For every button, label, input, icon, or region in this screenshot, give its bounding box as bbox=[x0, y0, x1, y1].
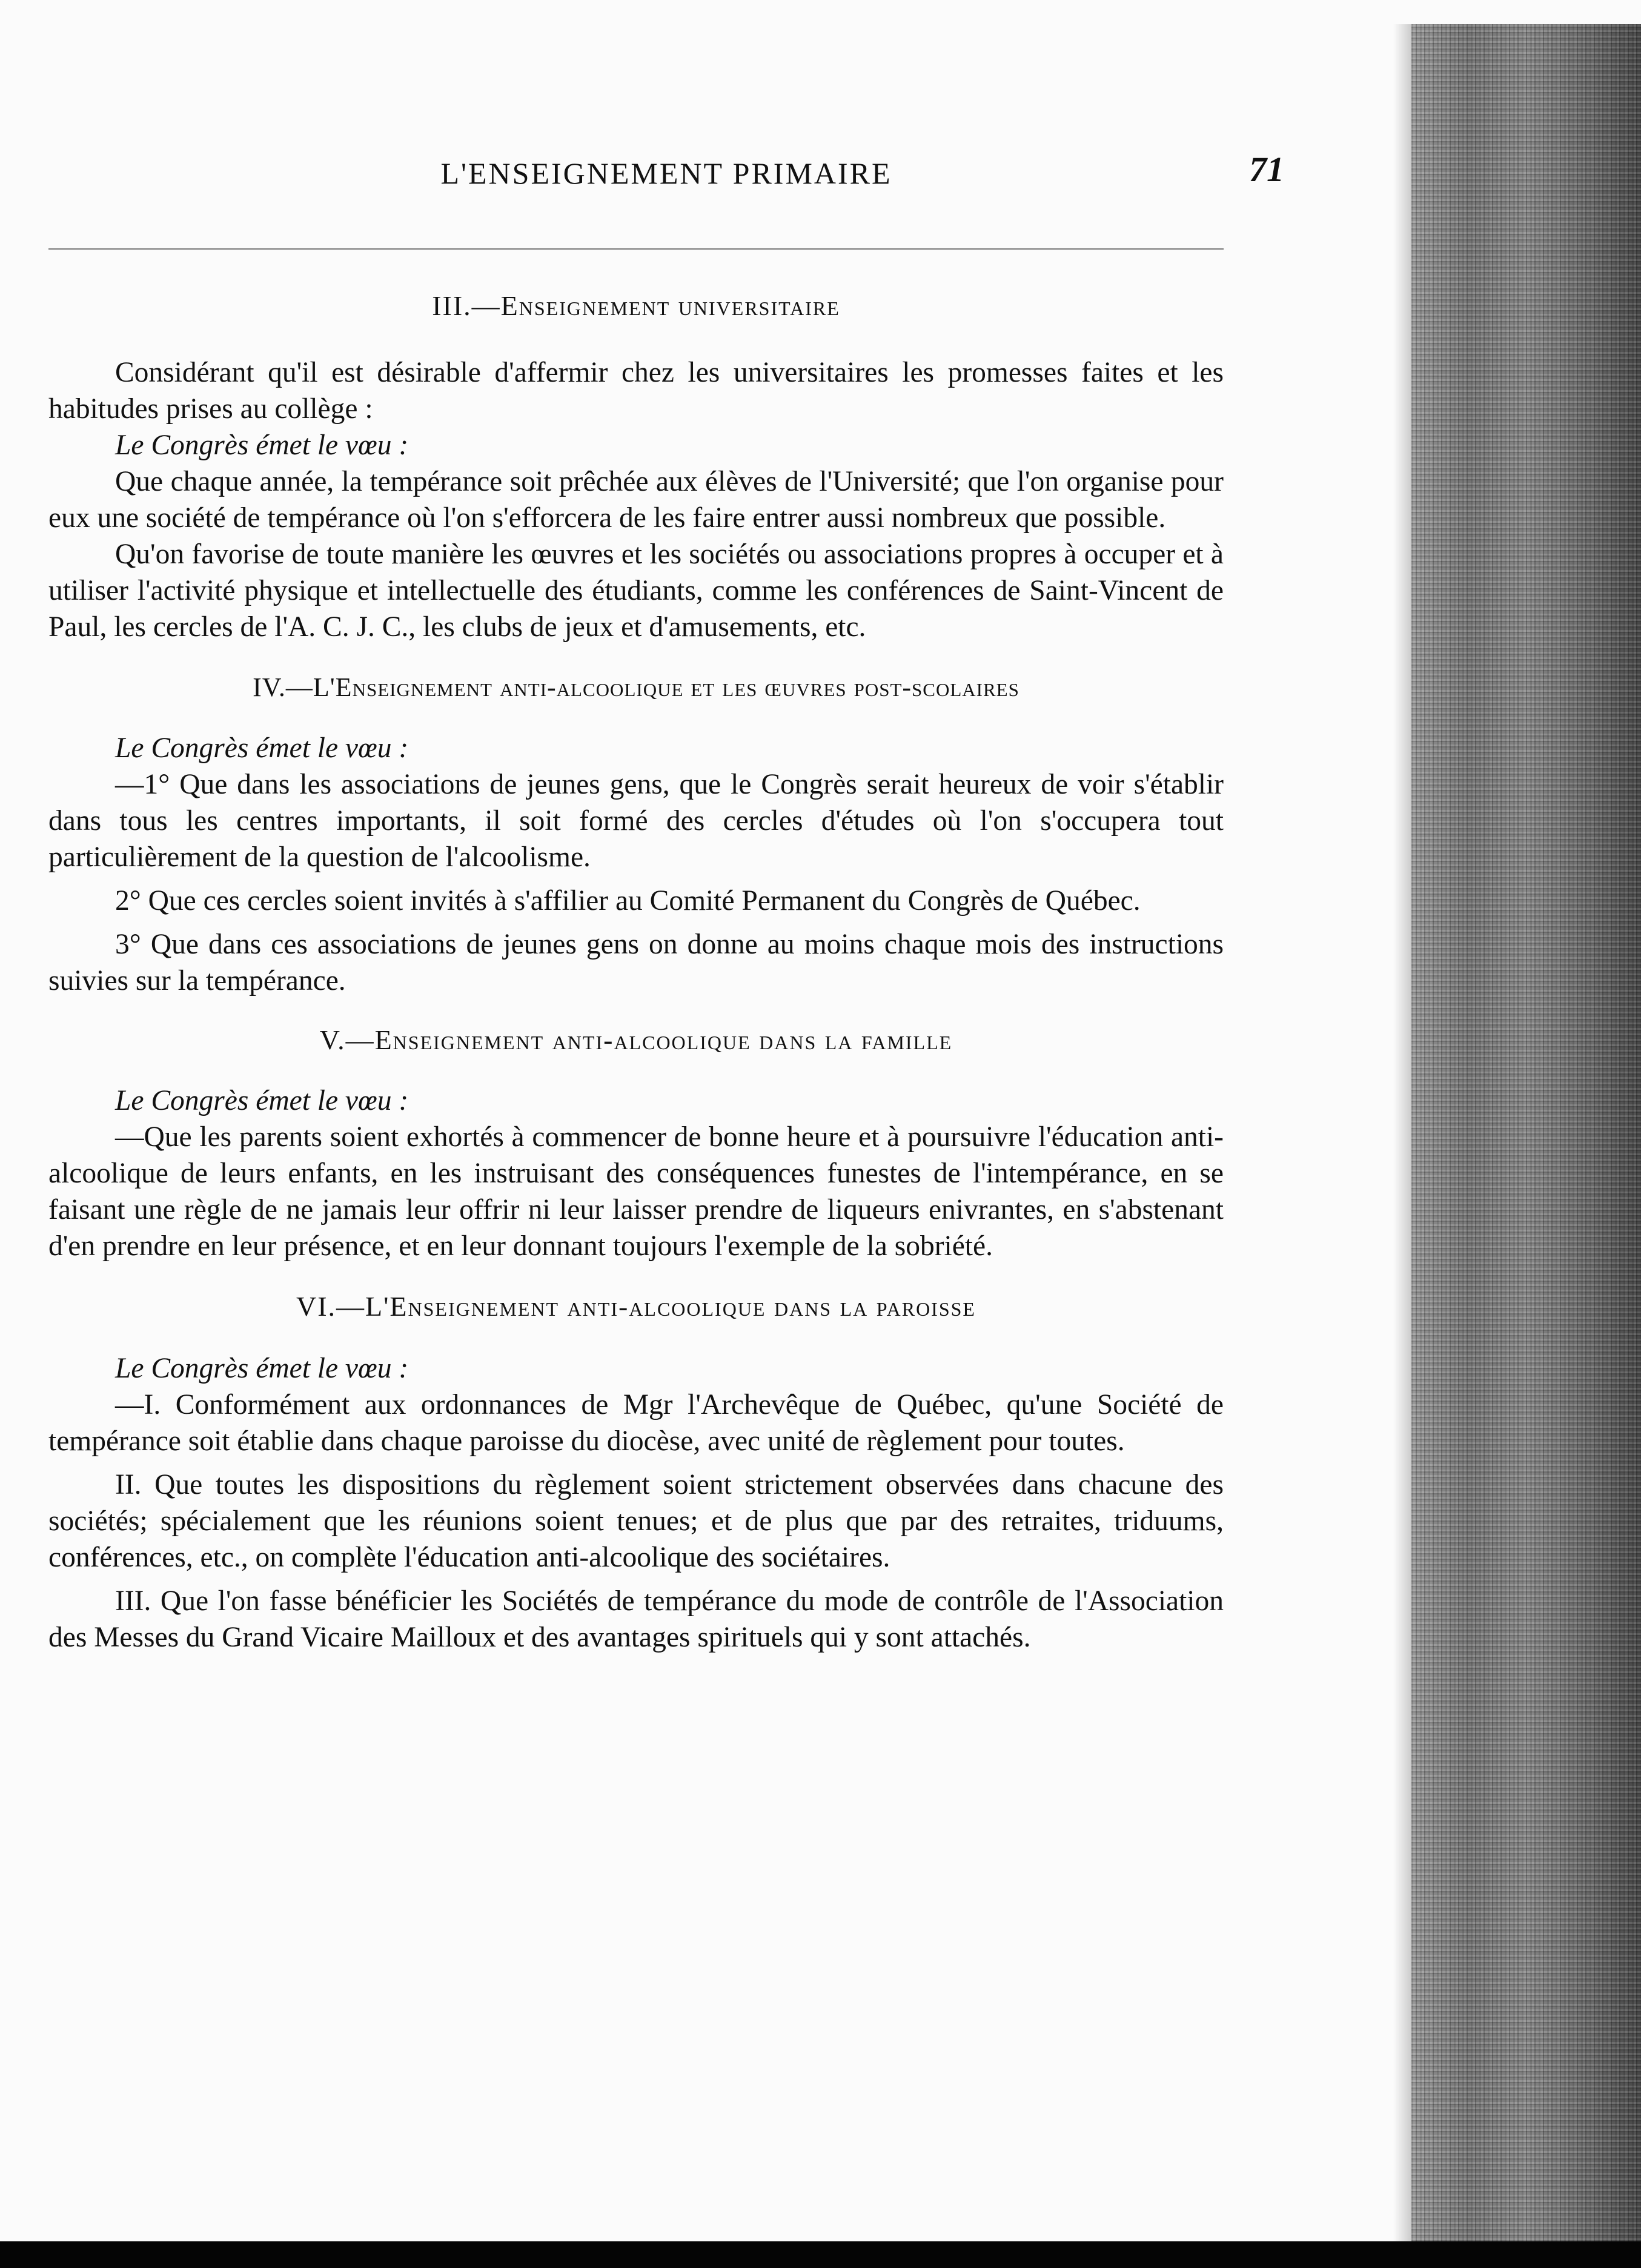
running-title: L'ENSEIGNEMENT PRIMAIRE bbox=[440, 156, 892, 190]
scan-border bbox=[0, 2241, 1641, 2268]
page-fore-edge bbox=[1411, 24, 1641, 2241]
paragraph: Que chaque année, la tempérance soit prêchée aux élèves de l'Université; que l'on organise pour eux une société de tempérance où l'on s'efforcera de les faire entrer aussi nombreux que possible. bbox=[48, 466, 1224, 534]
paragraph: —Que les parents soient exhortés à commencer de bonne heure et à poursuivre l'éducation anti-alcoolique de leurs enfants, en les instruisant des conséquences funestes de l'intempérance, en se faisant une règle de ne jamais leur offrir ni leur laisser prendre de liqueurs enivrantes, en s'abstenant d'en prendre en leur présence, et en leur donnant toujours l'exemple de la sobriété. bbox=[48, 1121, 1224, 1262]
page-content bbox=[48, 288, 1224, 1656]
resolution-lead: Le Congrès émet le vœu : bbox=[115, 429, 409, 461]
section-heading: V.—Enseignement anti-alcoolique dans la famille bbox=[319, 1024, 953, 1055]
resolution-lead: Le Congrès émet le vœu : bbox=[115, 1353, 409, 1384]
paragraph: 3° Que dans ces associations de jeunes gens on donne au moins chaque mois des instructions suivies sur la tempérance. bbox=[48, 929, 1224, 996]
section-heading: IV.—L'Enseignement anti-alcoolique et les œuvres post-scolaires bbox=[253, 672, 1019, 702]
section-heading: VI.—L'Enseignement anti-alcoolique dans la paroisse bbox=[296, 1291, 976, 1322]
paragraph: Qu'on favorise de toute manière les œuvres et les sociétés ou associations propres à occuper et à utiliser l'activité physique et intellectuelle des étudiants, comme les conférences de Saint-Vincent de Paul, les cercles de l'A. C. J. C., les clubs de jeux et d'amusements, etc. bbox=[48, 539, 1224, 643]
paragraph: —1° Que dans les associations de jeunes gens, que le Congrès serait heureux de voir s'établir dans tous les centres importants, il soit formé des cercles d'études où l'on s'occupera tout particulièrement de la question de l'alcoolisme. bbox=[48, 769, 1224, 873]
page-number: 71 bbox=[1249, 150, 1284, 189]
resolution-lead: Le Congrès émet le vœu : bbox=[115, 1085, 409, 1116]
paragraph: II. Que toutes les dispositions du règlement soient strictement observées dans chacune des sociétés; spécialement que les réunions soient tenues; et de plus que par des retraites, triduums, conférences, etc., on complète l'éducation anti-alcoolique des sociétaires. bbox=[48, 1469, 1224, 1573]
paragraph: Considérant qu'il est désirable d'affermir chez les universitaires les promesses faites et les habitudes prises au collège : bbox=[48, 357, 1224, 425]
running-head bbox=[48, 151, 1284, 194]
resolution-lead: Le Congrès émet le vœu : bbox=[115, 732, 409, 764]
paragraph: —I. Conformément aux ordonnances de Mgr l'Archevêque de Québec, qu'une Société de tempérance soit établie dans chaque paroisse du diocèse, avec unité de règlement pour toutes. bbox=[48, 1389, 1224, 1457]
header-rule bbox=[48, 248, 1224, 250]
paragraph: 2° Que ces cercles soient invités à s'affilier au Comité Permanent du Congrès de Québec. bbox=[115, 885, 1141, 917]
section-heading: III.—Enseignement universitaire bbox=[432, 290, 840, 321]
paragraph: III. Que l'on fasse bénéficier les Sociétés de tempérance du mode de contrôle de l'Association des Messes du Grand Vicaire Mailloux et des avantages spirituels qui y sont attachés. bbox=[48, 1585, 1224, 1653]
